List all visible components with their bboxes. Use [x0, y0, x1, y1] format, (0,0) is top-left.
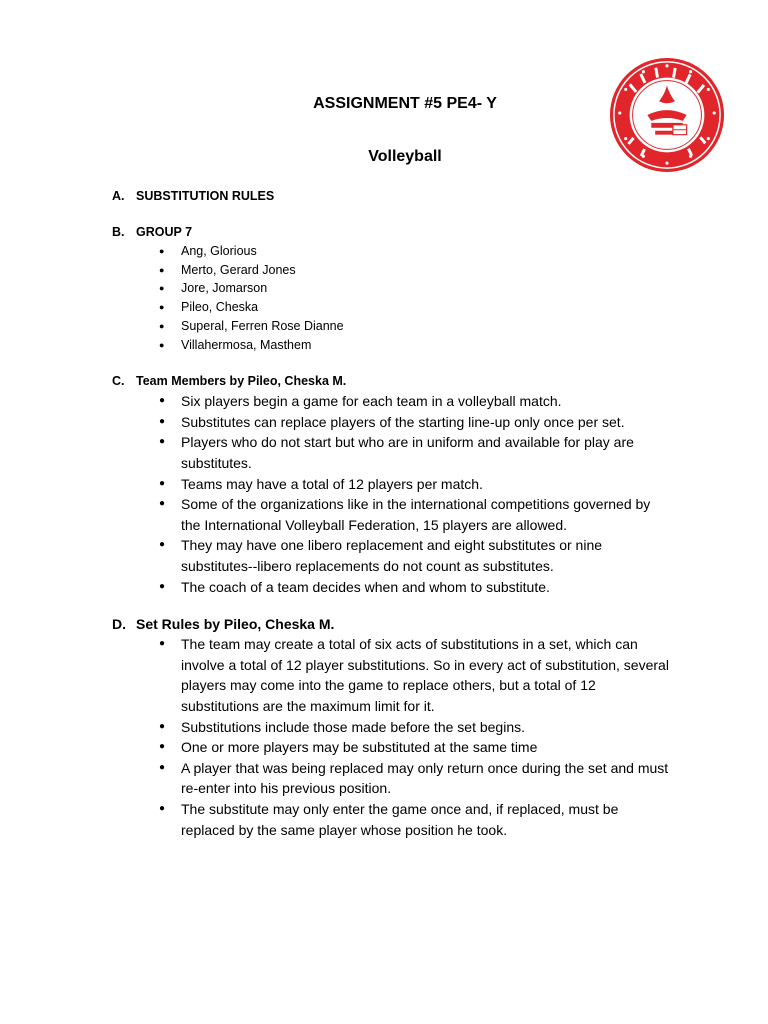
section-heading [112, 187, 672, 206]
list-item: ● The substitute may only enter the game once and, if replaced, must be replaced by the same player whose position he took. [112, 799, 672, 840]
team-members-rules-list [112, 391, 672, 597]
assignment-subtitle: Volleyball [368, 148, 442, 165]
list-item: ● Six players begin a game for each team in a volleyball match. [112, 391, 672, 412]
list-item: ● Substitutes can replace players of the starting line-up only once per set. [112, 412, 672, 433]
section-heading [112, 223, 672, 242]
list-item: ● The coach of a team decides when and whom to substitute. [112, 577, 672, 598]
list-item: ● The team may create a total of six acts of substitutions in a set, which can involve a total of 12 player substitutions. So in every act of substitution, several players may come into the game to replace others, but a total of 12 substitutions are the maximum limit for it. [112, 634, 672, 716]
section-title: GROUP 7 [136, 225, 193, 239]
list-item: ● Players who do not start but who are in uniform and available for play are substitutes. [112, 432, 672, 473]
list-item: ● Some of the organizations like in the international competitions governed by the International Volleyball Federation, 15 players are allowed. [112, 494, 672, 535]
section-heading [112, 372, 672, 391]
list-item: ● They may have one libero replacement and eight substitutes or nine substitutes--libero replacements do not count as substitutes. [112, 535, 672, 576]
section-title: SUBSTITUTION RULES [136, 189, 275, 203]
group-member-list [112, 242, 672, 354]
list-item: ● Pileo, Cheska [112, 298, 672, 317]
list-item: ● Jore, Jomarson [112, 279, 672, 298]
section-heading [112, 615, 672, 634]
section-title: Set Rules by Pileo, Cheska M. [136, 616, 335, 633]
section-c [112, 372, 672, 597]
list-item: ● Ang, Glorious [112, 242, 672, 261]
list-item: ● Teams may have a total of 12 players per match. [112, 474, 672, 495]
list-item: ● A player that was being replaced may only return once during the set and must re-enter into his previous position. [112, 758, 672, 799]
section-a [112, 187, 672, 206]
list-item: ● Substitutions include those made before the set begins. [112, 717, 672, 738]
set-rules-list [112, 634, 672, 840]
list-item: ● One or more players may be substituted at the same time [112, 737, 672, 758]
section-b [112, 223, 672, 354]
list-item: ● Merto, Gerard Jones [112, 261, 672, 280]
document-content [112, 187, 672, 858]
section-title: Team Members by Pileo, Cheska M. [136, 374, 347, 389]
list-item: ● Superal, Ferren Rose Dianne [112, 317, 672, 336]
section-d [112, 615, 672, 840]
assignment-title: ASSIGNMENT #5 PE4- Y [313, 95, 497, 112]
list-item: ● Villahermosa, Masthem [112, 336, 672, 355]
section-letter: A. [112, 189, 125, 203]
section-letter: B. [112, 225, 125, 239]
section-letter: C. [112, 374, 125, 389]
section-letter: D. [112, 616, 126, 633]
